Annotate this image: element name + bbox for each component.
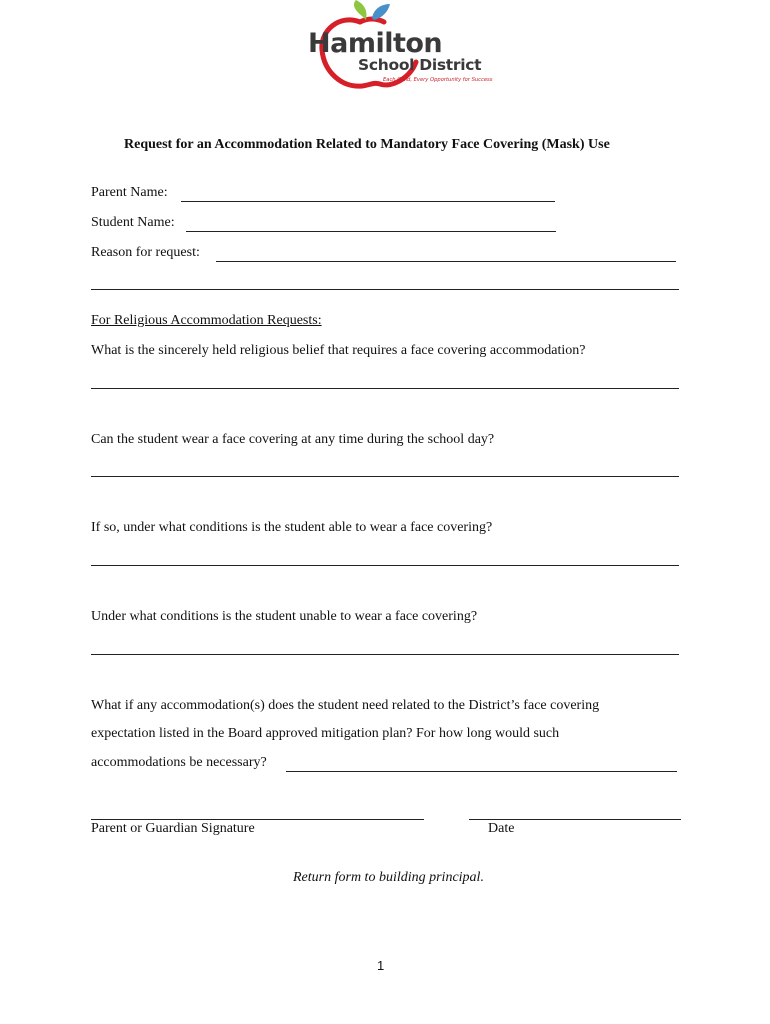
question-conditions-unable: Under what conditions is the student unable to wear a face covering?	[91, 609, 478, 624]
page-number: 1	[377, 958, 385, 973]
form-title: Request for an Accommodation Related to Mandatory Face Covering (Mask) Use	[124, 137, 610, 152]
date-field[interactable]	[469, 819, 681, 820]
question-any-time: Can the student wear a face covering at any time during the school day?	[91, 432, 495, 447]
answer-any-time-field[interactable]	[91, 476, 679, 477]
logo-name-line1: Hamilton	[308, 28, 443, 59]
answer-accommodation-field[interactable]	[286, 771, 677, 772]
question-accommodation-line2: expectation listed in the Board approved mitigation plan? For how long would such	[91, 726, 560, 741]
parent-name-field[interactable]	[181, 201, 555, 202]
question-belief: What is the sincerely held religious belief that requires a face covering accommodation?	[91, 343, 586, 358]
question-accommodation-line3: accommodations be necessary?	[91, 755, 267, 770]
reason-field-continued[interactable]	[91, 289, 679, 290]
logo-name-line2: School District	[358, 56, 482, 74]
reason-label: Reason for request:	[91, 245, 200, 260]
question-accommodation-line1: What if any accommodation(s) does the student need related to the District’s face covering	[91, 698, 600, 713]
question-conditions-able: If so, under what conditions is the student able to wear a face covering?	[91, 520, 493, 535]
signature-field[interactable]	[91, 819, 424, 820]
religious-heading: For Religious Accommodation Requests:	[91, 313, 322, 328]
date-label: Date	[488, 821, 515, 836]
logo-tagline: Each Child, Every Opportunity for Success	[383, 77, 493, 83]
parent-name-label: Parent Name:	[91, 185, 168, 200]
student-name-field[interactable]	[186, 231, 556, 232]
student-name-label: Student Name:	[91, 215, 175, 230]
answer-conditions-unable-field[interactable]	[91, 654, 679, 655]
answer-conditions-able-field[interactable]	[91, 565, 679, 566]
answer-belief-field[interactable]	[91, 388, 679, 389]
reason-field[interactable]	[216, 261, 676, 262]
return-note: Return form to building principal.	[293, 870, 484, 885]
signature-label: Parent or Guardian Signature	[91, 821, 255, 836]
